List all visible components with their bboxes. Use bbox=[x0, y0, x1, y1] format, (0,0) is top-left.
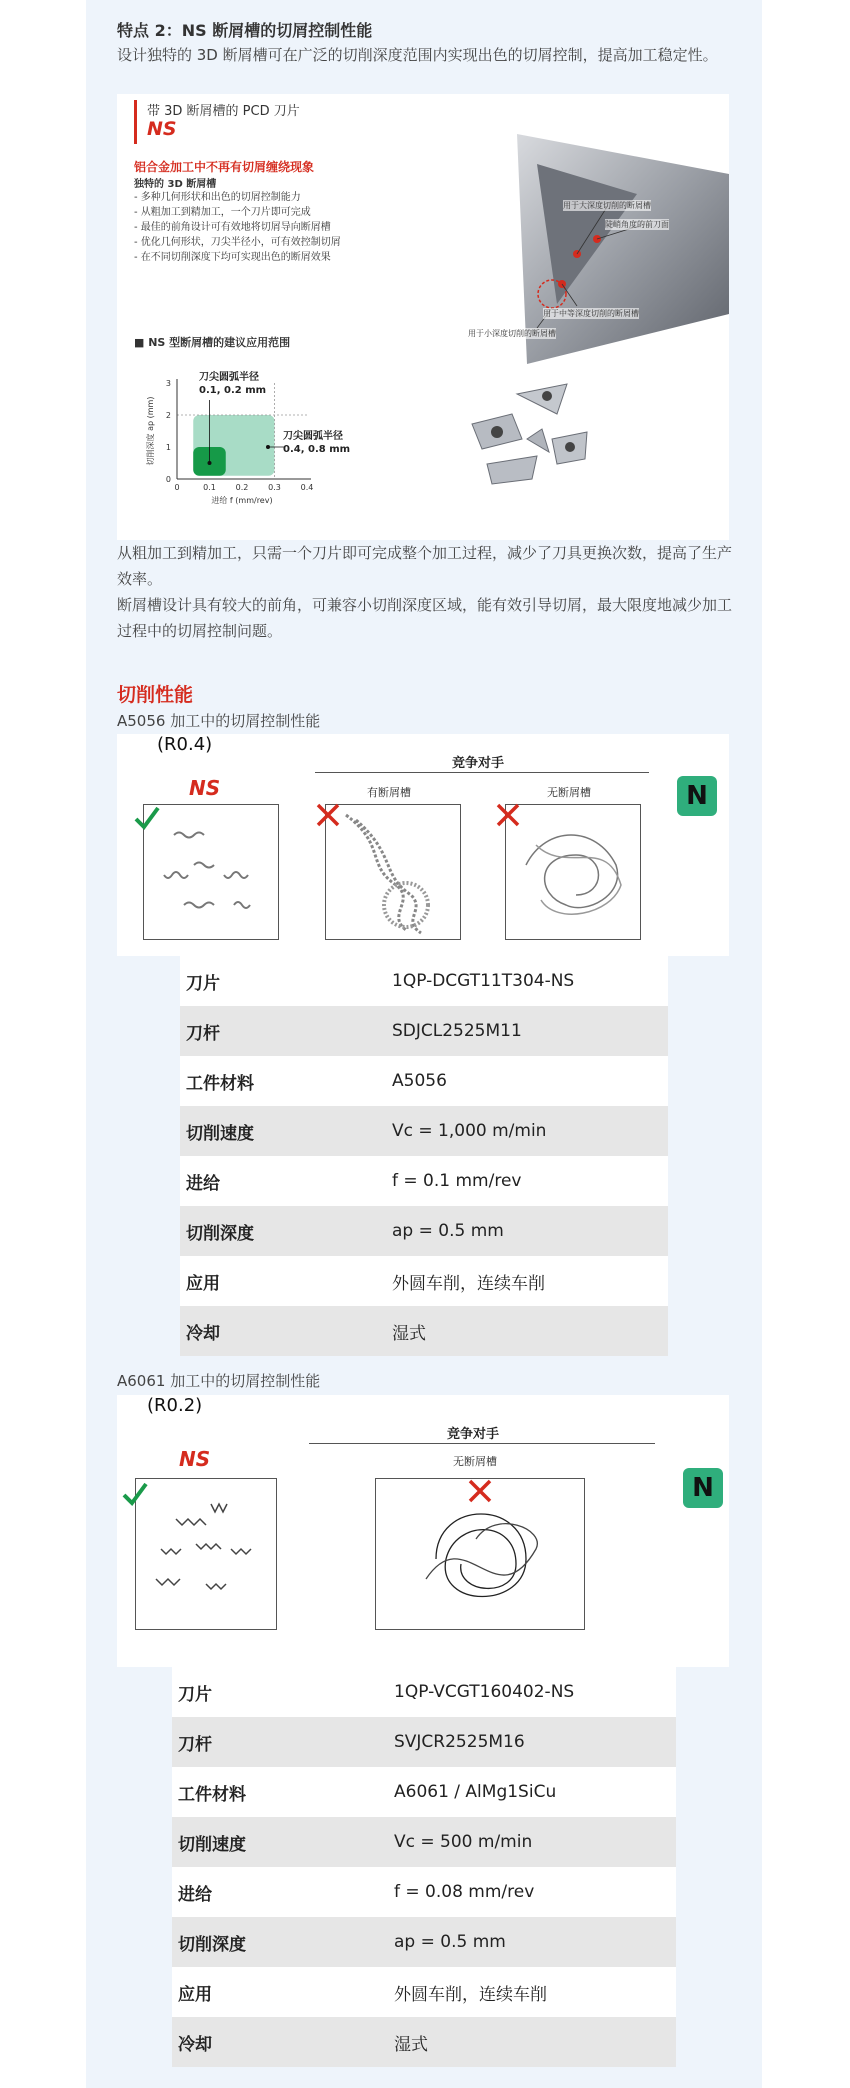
figure-header: 带 3D 断屑槽的 PCD 刀片 bbox=[147, 104, 300, 119]
ns-logo: NS bbox=[147, 118, 177, 140]
ns-label: NS bbox=[179, 1447, 211, 1471]
chip-curl bbox=[176, 1519, 206, 1525]
cross-icon bbox=[467, 1478, 493, 1504]
chip-tangle bbox=[526, 835, 618, 908]
test1-spec-table bbox=[180, 956, 668, 1356]
ns-chip-image bbox=[135, 1478, 277, 1630]
insert-item bbox=[527, 429, 549, 452]
table-value: 外圆车削，连续车削 bbox=[392, 1273, 545, 1294]
cross-icon bbox=[315, 802, 341, 828]
x-tick-label: 0.4 bbox=[300, 483, 314, 492]
table-key: 进给 bbox=[186, 1173, 220, 1194]
ns-feature-figure bbox=[117, 94, 729, 540]
table-key: 刀杆 bbox=[178, 1734, 212, 1755]
table-key: 工件材料 bbox=[178, 1784, 246, 1805]
table-value: f = 0.1 mm/rev bbox=[392, 1171, 522, 1191]
red-title: 铝合金加工中不再有切屑缠绕现象 bbox=[134, 160, 315, 174]
table-value: Vc = 1,000 m/min bbox=[392, 1121, 547, 1141]
table-key: 刀杆 bbox=[186, 1023, 220, 1044]
table-value: 1QP-DCGT11T304-NS bbox=[392, 971, 575, 991]
competitor-rule bbox=[309, 1443, 655, 1444]
table-value: SVJCR2525M16 bbox=[394, 1732, 525, 1752]
x-axis-label: 进给 f (mm/rev) bbox=[211, 496, 273, 505]
x-tick-label: 0.3 bbox=[268, 483, 281, 492]
with-breaker-label: 有断屑槽 bbox=[367, 786, 411, 799]
table-row bbox=[172, 1717, 676, 1767]
table-value: Vc = 500 m/min bbox=[394, 1832, 533, 1852]
table-key: 切削速度 bbox=[186, 1123, 254, 1144]
y-tick-label: 3 bbox=[165, 379, 171, 388]
no-breaker-label: 无断屑槽 bbox=[453, 1455, 497, 1468]
table-value: f = 0.08 mm/rev bbox=[394, 1882, 535, 1902]
chip-curl bbox=[224, 872, 248, 878]
insert-illustration bbox=[457, 134, 729, 404]
table-key: 切削速度 bbox=[178, 1834, 246, 1855]
x-tick-label: 0.2 bbox=[235, 483, 249, 492]
insert-hole bbox=[491, 426, 503, 438]
competitor-label: 竞争对手 bbox=[452, 756, 505, 771]
bullet-item: - 最佳的前角设计可有效地将切屑导向断屑槽 bbox=[134, 222, 331, 233]
figure-subtitle: 独特的 3D 断屑槽 bbox=[134, 179, 217, 190]
chip-curl bbox=[234, 902, 250, 908]
table-key: 切削深度 bbox=[186, 1223, 254, 1244]
chip-tangle bbox=[426, 1524, 537, 1579]
inserts-photo bbox=[457, 384, 617, 494]
badge-letter: N bbox=[692, 1473, 714, 1503]
bullet-list bbox=[134, 190, 414, 265]
paragraph-efficiency: 从粗加工到精加工，只需一个刀片即可完成整个加工过程，减少了刀具更换次数，提高了生产效率。 bbox=[117, 544, 733, 588]
table-value: SDJCL2525M11 bbox=[392, 1021, 522, 1041]
table-key: 应用 bbox=[178, 1984, 212, 2005]
table-row bbox=[180, 1206, 668, 1256]
y-tick-label: 0 bbox=[165, 475, 171, 484]
table-value: 湿式 bbox=[394, 2034, 428, 2055]
table-row bbox=[172, 1767, 676, 1817]
ns-label: NS bbox=[189, 776, 221, 800]
table-row bbox=[180, 1156, 668, 1206]
insert-hole bbox=[565, 442, 575, 452]
label-large-radius-line1: 刀尖圆弧半径 bbox=[283, 431, 343, 442]
table-value: ap = 0.5 mm bbox=[392, 1221, 504, 1241]
table-key: 刀片 bbox=[186, 973, 220, 994]
test1-title: A5056 加工中的切屑控制性能 bbox=[117, 712, 321, 730]
table-row bbox=[180, 956, 668, 1006]
table-key: 刀片 bbox=[178, 1684, 212, 1705]
chip-curl bbox=[164, 872, 188, 878]
check-icon bbox=[133, 804, 161, 832]
table-key: 工件材料 bbox=[186, 1073, 254, 1094]
chip-curl bbox=[211, 1504, 227, 1512]
insert-hole bbox=[542, 391, 552, 401]
cross-icon bbox=[495, 802, 521, 828]
chip-curl bbox=[231, 1549, 251, 1554]
range-title: ■ NS 型断屑槽的建议应用范围 bbox=[134, 336, 291, 349]
table-row bbox=[180, 1306, 668, 1356]
table-key: 应用 bbox=[186, 1273, 220, 1294]
bullet-item: - 多种几何形状和出色的切屑控制能力 bbox=[134, 192, 301, 203]
table-key: 冷却 bbox=[178, 2034, 212, 2055]
y-axis-label: 切削深度 ap (mm) bbox=[146, 396, 155, 466]
chip-curl bbox=[156, 1579, 180, 1585]
table-value: 外圆车削，连续车削 bbox=[394, 1984, 547, 2005]
chip-cluster bbox=[346, 815, 421, 933]
chip-tangle bbox=[436, 1514, 526, 1597]
label-small-radius-line2: 0.1, 0.2 mm bbox=[199, 385, 267, 396]
chip-curl bbox=[194, 863, 214, 868]
n-grade-badge bbox=[677, 776, 717, 816]
chip-curl bbox=[206, 1584, 226, 1589]
feature-heading: 特点 2：NS 断屑槽的切屑控制性能 bbox=[117, 21, 373, 40]
table-key: 冷却 bbox=[186, 1323, 220, 1344]
label-large-radius bbox=[283, 430, 350, 456]
n-grade-badge bbox=[683, 1468, 723, 1508]
chip-curl bbox=[174, 833, 204, 838]
x-tick-label: 0.1 bbox=[203, 483, 216, 492]
check-icon bbox=[121, 1480, 149, 1508]
table-value: A5056 bbox=[392, 1071, 447, 1091]
table-row bbox=[172, 1967, 676, 2017]
paragraph-chip-control: 断屑槽设计具有较大的前角，可兼容小切削深度区域，能有效引导切屑，最大限度地减少加工过程中的切屑控制问题。 bbox=[117, 596, 733, 640]
x-tick-label: 0 bbox=[174, 483, 180, 492]
table-value: 湿式 bbox=[392, 1323, 426, 1344]
table-value: ap = 0.5 mm bbox=[394, 1932, 506, 1952]
table-key: 进给 bbox=[178, 1884, 212, 1905]
label-small-radius bbox=[199, 371, 266, 397]
table-row bbox=[172, 1917, 676, 1967]
table-row bbox=[180, 1256, 668, 1306]
callout-small: 用于小深度切削的断屑槽 bbox=[468, 329, 556, 338]
table-row bbox=[180, 1106, 668, 1156]
no-breaker-label: 无断屑槽 bbox=[547, 786, 591, 799]
insert-item bbox=[517, 384, 567, 414]
bullet-item: - 优化几何形状，刀尖半径小，可有效控制切屑 bbox=[134, 237, 341, 248]
table-row bbox=[172, 1867, 676, 1917]
bullet-item: - 从粗加工到精加工，一个刀片即可完成 bbox=[134, 207, 311, 218]
badge-letter: N bbox=[686, 781, 708, 811]
logo-bar bbox=[134, 100, 137, 144]
table-row bbox=[172, 1667, 676, 1717]
table-row bbox=[180, 1056, 668, 1106]
competitor-label: 竞争对手 bbox=[447, 1427, 500, 1442]
table-row bbox=[172, 1817, 676, 1867]
chip-curl bbox=[184, 903, 214, 908]
section-heading: 切削性能 bbox=[117, 684, 194, 706]
callout-sharp: 陡峭角度的前刀面 bbox=[605, 220, 669, 229]
table-key: 切削深度 bbox=[178, 1934, 246, 1955]
competitor-no-breaker-image bbox=[505, 804, 641, 940]
competitor-rule bbox=[315, 772, 649, 773]
label-small-radius-line1: 刀尖圆弧半径 bbox=[199, 372, 259, 383]
radius-label: (R0.4) bbox=[157, 734, 213, 755]
test2-figure bbox=[117, 1395, 729, 1667]
table-row bbox=[172, 2017, 676, 2067]
ns-chip-image bbox=[143, 804, 279, 940]
insert-item bbox=[487, 456, 537, 484]
radius-label: (R0.2) bbox=[147, 1395, 203, 1416]
y-tick-label: 1 bbox=[165, 443, 171, 452]
callout-medium: 用于中等深度切削的断屑槽 bbox=[543, 309, 639, 318]
table-value: A6061 / AlMg1SiCu bbox=[394, 1782, 557, 1802]
test2-title: A6061 加工中的切屑控制性能 bbox=[117, 1372, 321, 1390]
table-value: 1QP-VCGT160402-NS bbox=[394, 1682, 575, 1702]
test2-spec-table bbox=[172, 1667, 676, 2067]
bullet-item: - 在不同切削深度下均可实现出色的断屑效果 bbox=[134, 252, 331, 263]
y-tick-label: 2 bbox=[165, 411, 171, 420]
table-row bbox=[180, 1006, 668, 1056]
chip-curl bbox=[196, 1544, 221, 1549]
test1-figure bbox=[117, 734, 729, 956]
callout-deep: 用于大深度切削的断屑槽 bbox=[563, 201, 651, 210]
chip-curl bbox=[161, 1549, 181, 1554]
label-large-radius-line2: 0.4, 0.8 mm bbox=[283, 444, 351, 455]
feature-text: 设计独特的 3D 断屑槽可在广泛的切削深度范围内实现出色的切屑控制，提高加工稳定性。 bbox=[117, 46, 718, 64]
competitor-with-breaker-image bbox=[325, 804, 461, 940]
